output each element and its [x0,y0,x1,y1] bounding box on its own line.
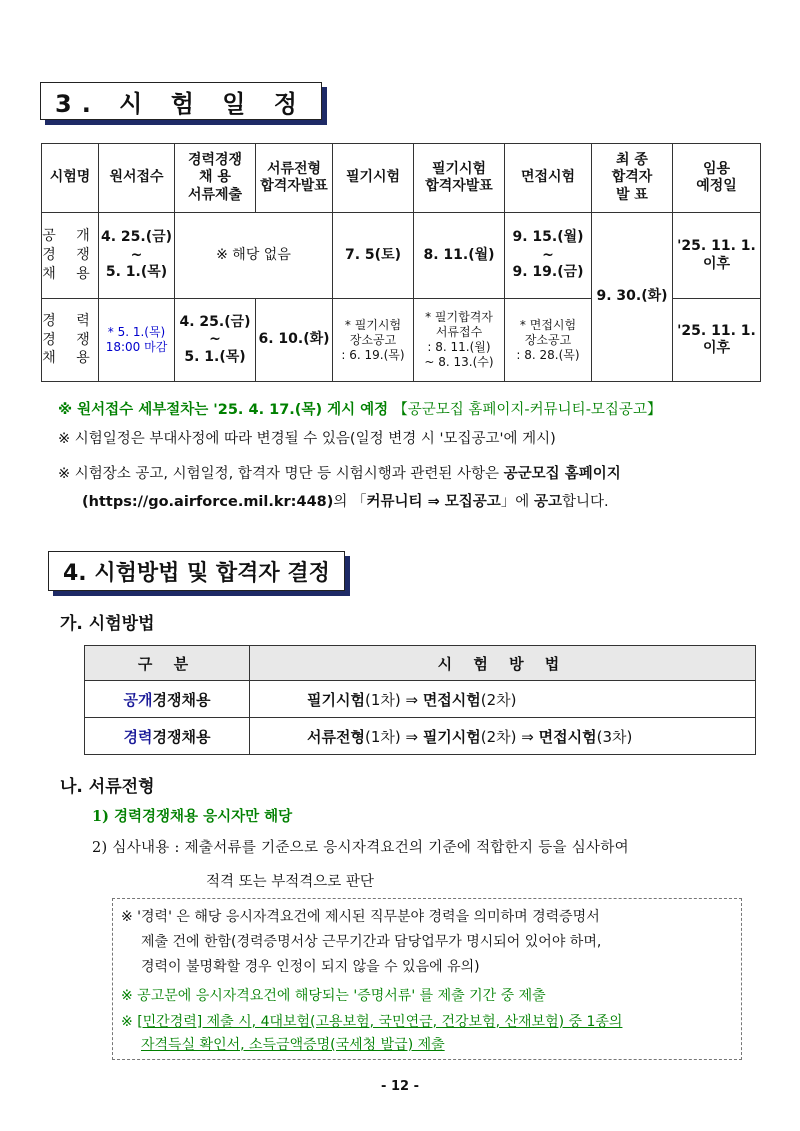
row-career-docs: 4. 25.(금) ~ 5. 1.(목) [175,299,256,382]
schedule-table [41,143,761,382]
page-number: - 12 - [381,1079,419,1094]
row-career-interview-note: * 면접시험 장소공고 : 8. 28.(목) [505,299,592,382]
section-3-title: 3. 시 험 일 정 [40,82,322,120]
header-exam-name: 시험명 [42,144,99,213]
note-notice-line1: ※ 시험장소 공고, 시험일정, 합격자 명단 등 시험시행과 관련된 사항은 공군모집 홈페이지 [58,466,621,482]
header-written: 필기시험 [333,144,414,213]
method-career-category: 경력경쟁채용 [85,718,250,755]
header-written-result: 필기시험 합격자발표 [414,144,505,213]
header-doc-result: 서류전형 합격자발표 [256,144,333,213]
box-line-2: 제출 건에 한함(경력증명서상 근무기간과 담당업무가 명시되어 있어야 하며, [141,934,602,950]
method-row-career [85,718,756,755]
subheading-exam-method: 가. 시험방법 [60,614,155,634]
item-career-only: 1) 경력경쟁채용 응시자만 해당 [92,808,293,825]
box-line-1: ※ '경력' 은 해당 응시자격요건에 제시된 직무분야 경력을 의미하며 경력증명서 [121,909,600,925]
row-career-appoint: '25. 11. 1. 이후 [673,299,761,382]
box-line-5: ※ [민간경력] 제출 시, 4대보험(고용보험, 국민연금, 건강보험, 산재보험) 중 1종의 [121,1014,623,1030]
schedule-row-open [42,213,761,299]
header-interview: 면접시험 [505,144,592,213]
item-review-content-cont: 적격 또는 부적격으로 판단 [206,874,374,890]
row-open-name: 공 개 경 쟁 채 용 [42,213,99,299]
row-career-written-note: * 필기시험 장소공고 : 6. 19.(목) [333,299,414,382]
section-4-title: 4. 시험방법 및 합격자 결정 [48,551,345,591]
row-career-docs-result: 6. 10.(화) [256,299,333,382]
method-header-category: 구 분 [85,646,250,681]
row-open-written-result: 8. 11.(월) [414,213,505,299]
final-announce-date: 9. 30.(화) [592,213,673,382]
exam-method-table [84,645,756,755]
box-line-3: 경력이 불명확할 경우 인정이 되지 않을 수 있음에 유의) [141,959,480,975]
note-schedule-change: ※ 시험일정은 부대사정에 따라 변경될 수 있음(일정 변경 시 '모집공고'에 게시) [58,431,556,447]
method-open-category: 공개경쟁채용 [85,681,250,718]
note-apply-procedure: ※ 원서접수 세부절차는 '25. 4. 17.(목) 게시 예정 【공군모집 홈페이지-커뮤니티-모집공고】 [58,402,662,418]
header-appointment: 임용 예정일 [673,144,761,213]
row-career-name: 경 력 경 쟁 채 용 [42,299,99,382]
method-open-steps: 필기시험(1차) ⇒ 면접시험(2차) [250,681,756,718]
row-open-na: ※ 해당 없음 [175,213,333,299]
method-career-steps: 서류전형(1차) ⇒ 필기시험(2차) ⇒ 면접시험(3차) [250,718,756,755]
row-career-apply-note: * 5. 1.(목) 18:00 마감 [99,299,175,382]
schedule-header-row [42,144,761,213]
row-open-appoint: '25. 11. 1. 이후 [673,213,761,299]
career-note-box [112,898,742,1060]
row-open-apply: 4. 25.(금) ~ 5. 1.(목) [99,213,175,299]
header-doc-submit: 경력경쟁 채 용 서류제출 [175,144,256,213]
box-line-6: 자격득실 확인서, 소득금액증명(국세청 발급) 제출 [141,1037,445,1053]
method-header-row [85,646,756,681]
recruit-url: (https://go.airforce.mil.kr:448) [82,494,334,510]
item-review-content: 2) 심사내용 : 제출서류를 기준으로 응시자격요건의 기준에 적합한지 등을 심사하여 [92,840,629,856]
row-open-interview: 9. 15.(월) ~ 9. 19.(금) [505,213,592,299]
subheading-doc-screening: 나. 서류전형 [60,777,155,797]
method-header-method: 시 험 방 법 [250,646,756,681]
header-application: 원서접수 [99,144,175,213]
note-notice-line2: (https://go.airforce.mil.kr:448)의 「커뮤니티 ⇒ 모집공고」에 공고합니다. [82,494,609,510]
method-row-open [85,681,756,718]
header-final: 최 종 합격자 발 표 [592,144,673,213]
row-open-written: 7. 5(토) [333,213,414,299]
box-line-4: ※ 공고문에 응시자격요건에 해당되는 '증명서류' 를 제출 기간 중 제출 [121,988,546,1004]
row-career-written-result-note: * 필기합격자 서류접수 : 8. 11.(월) ~ 8. 13.(수) [414,299,505,382]
